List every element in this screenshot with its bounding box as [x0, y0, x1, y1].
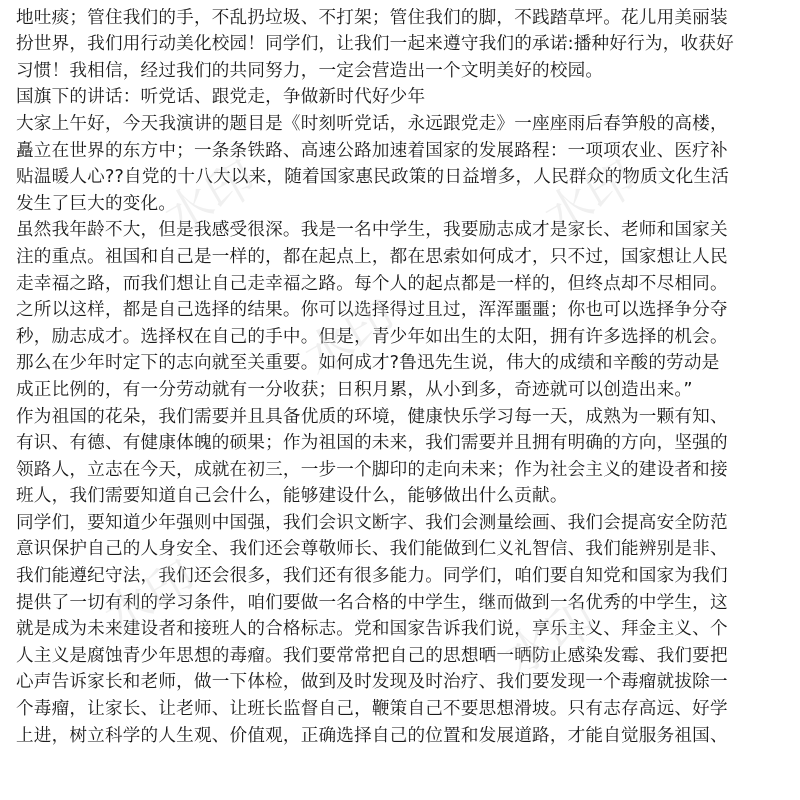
text-line: 秒，励志成才。选择权在自己的手中。但是，青少年如出生的太阳，拥有许多选择的机会。: [16, 326, 728, 347]
watermark: 水印: [534, 150, 646, 247]
text-line: 大家上午好，今天我演讲的题目是《时刻听党话，永远跟党走》一座座雨后春笋般的高楼，: [16, 113, 728, 134]
text-line: 意识保护自己的人身安全、我们还会尊敬师长、我们能做到仁义礼智信、我们能辨别是非、: [16, 539, 728, 560]
text-line: 扮世界，我们用行动美化校园！同学们，让我们一起来遵守我们的承诺:播种好行为，收获好: [16, 34, 734, 55]
text-line: [16, 0, 790, 5]
text-line: 虽然我年龄不大，但是我感受很深。我是一名中学生，我要励志成才是家长、老师和国家关: [16, 220, 728, 241]
text-line: 班人，我们需要知道自己会什么，能够建设什么，能够做出什么贡献。: [16, 486, 568, 507]
section-heading: 国旗下的讲话：听党话、跟党走，争做新时代好少年: [16, 87, 426, 108]
text-line: 同学们，要知道少年强则中国强，我们会识文断字、我们会测量绘画、我们会提高安全防范: [16, 512, 728, 533]
text-line: 提供了一切有利的学习条件，咱们要做一名合格的中学生，继而做到一名优秀的中学生，这: [16, 592, 728, 613]
text-line: 人主义是腐蚀青少年思想的毒瘤。我们要常常把自己的思想晒一晒防止感染发霉、我们要把: [16, 645, 728, 666]
text-line: 之所以这样，都是自己选择的结果。你可以选择得过且过，浑浑噩噩；你也可以选择争分夺: [16, 300, 728, 321]
text-line: 走幸福之路，而我们想让自己走幸福之路。每个人的起点都是一样的，但终点却不尽相同。: [16, 273, 728, 294]
text-line: 个毒瘤，让家长、让老师、让班长监督自己，鞭策自己不要思想滑坡。只有志存高远、好学: [16, 699, 728, 720]
text-line: 那么在少年时定下的志向就至关重要。如何成才?鲁迅先生说，伟大的成绩和辛酸的劳动是: [16, 353, 720, 374]
text-line: 有识、有德、有健康体魄的硕果；作为祖国的未来，我们需要并且拥有明确的方向，坚强的: [16, 433, 728, 454]
text-line: 注的重点。祖国和自己是一样的，都在起点上，都在思索如何成才，只不过，国家想让人民: [16, 246, 728, 267]
text-line: 矗立在世界的东方中；一条条铁路、高速公路加速着国家的发展路程：一项项农业、医疗补: [16, 140, 728, 161]
watermark: 水印: [94, 550, 206, 647]
text-line: 成正比例的，有一分劳动就有一分收获；日积月累，从小到多，奇迹就可以创造出来。”: [16, 379, 693, 400]
text-line: 领路人，立志在今天，成就在初三，一步一个脚印的走向未来；作为社会主义的建设者和接: [16, 459, 728, 480]
watermark: 水印: [154, 150, 266, 247]
text-line: 心声告诉家长和老师，做一下体检，做到及时发现及时治疗、我们要发现一个毒瘤就拔除一: [16, 672, 728, 693]
text-line: 上进，树立科学的人生观、价值观，正确选择自己的位置和发展道路，才能自觉服务祖国、: [16, 725, 728, 746]
watermark: 水印: [294, 290, 406, 387]
text-line: 作为祖国的花朵，我们需要并且具备优质的环境，健康快乐学习每一天，成熟为一颗有知、: [16, 406, 728, 427]
text-line: 地吐痰；管住我们的手，不乱扔垃圾、不打架；管住我们的脚，不践踏草坪。花儿用美丽装: [16, 7, 728, 28]
watermark: 水印: [494, 590, 606, 687]
text-line: 我们能遵纪守法，我们还会很多，我们还有很多能力。同学们，咱们要自知党和国家为我们: [16, 566, 728, 587]
text-line: 发生了巨大的变化。: [16, 193, 177, 214]
text-line: 就是成为未来建设者和接班人的合格标志。党和国家告诉我们说，享乐主义、拜金主义、个: [16, 619, 728, 640]
text-line: 贴温暖人心??自党的十八大以来，随着国家惠民政策的日益增多，人民群众的物质文化生活: [16, 167, 730, 188]
text-line: 习惯！我相信，经过我们的共同努力，一定会营造出一个文明美好的校园。: [16, 60, 604, 81]
